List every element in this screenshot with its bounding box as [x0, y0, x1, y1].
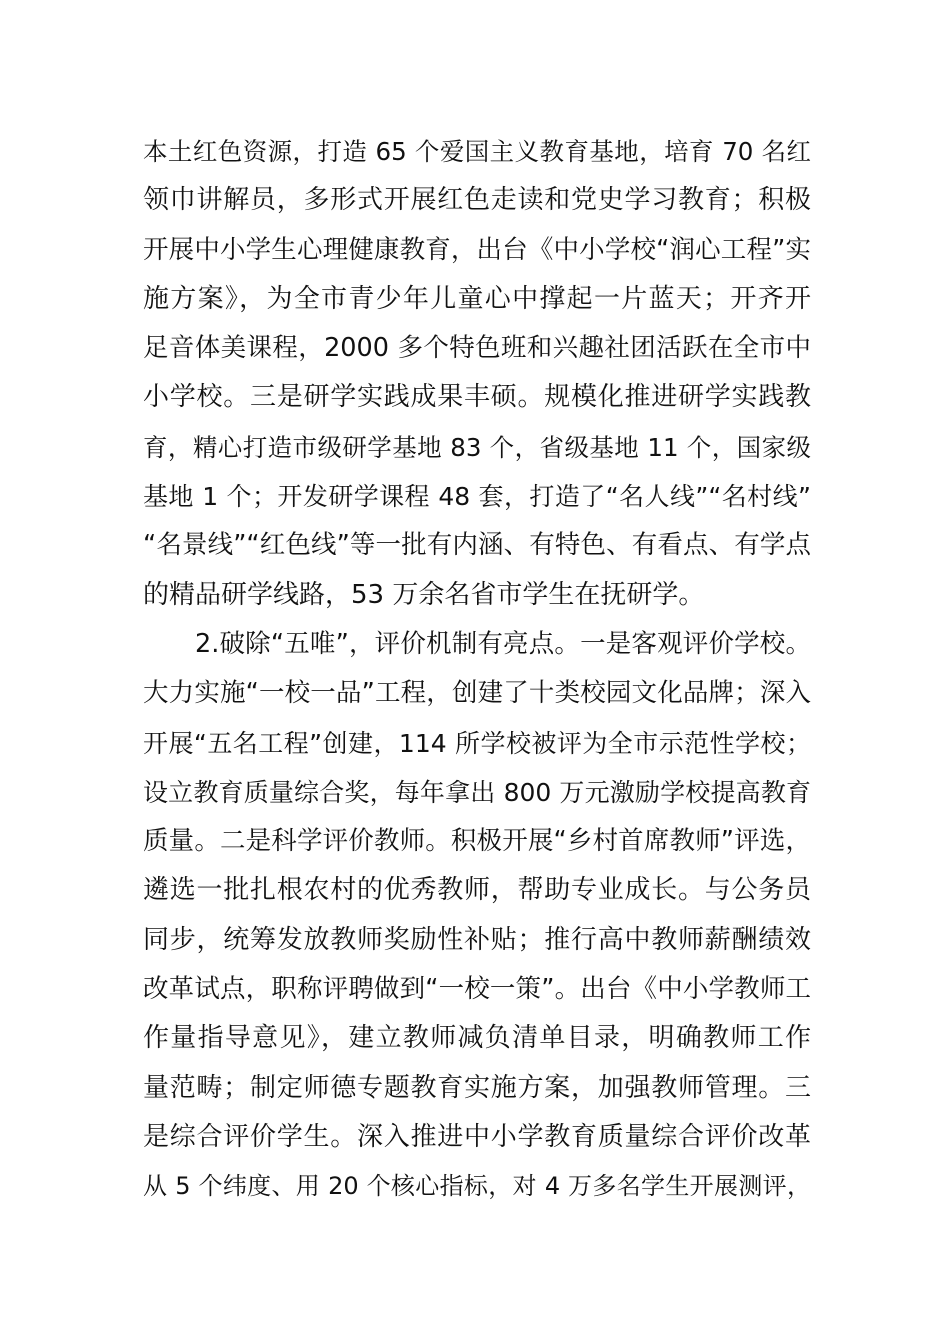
text-line: 量范畴；制定师德专题教育实施方案，加强教师管理。三	[143, 1072, 811, 1103]
text-line: 基地 1 个；开发研学课程 48 套，打造了“名人线”“名村线”	[143, 482, 811, 512]
text-line: 是综合评价学生。深入推进中小学教育质量综合评价改革	[143, 1121, 811, 1152]
text-line: 遴选一批扎根农村的优秀教师，帮助专业成长。与公务员	[143, 875, 811, 906]
text-line: 从 5 个纬度、用 20 个核心指标，对 4 万多名学生开展测评，	[143, 1172, 811, 1201]
text-line: 小学校。三是研学实践成果丰硕。规模化推进研学实践教	[143, 382, 811, 413]
body-text	[143, 127, 811, 1212]
text-line: 领巾讲解员，多形式开展红色走读和党史学习教育；积极	[143, 185, 811, 216]
text-line: 开展“五名工程”创建，114 所学校被评为全市示范性学校；	[143, 728, 811, 758]
text-line: 的精品研学线路，53 万余名省市学生在抚研学。	[143, 579, 705, 610]
text-line: 足音体美课程，2000 多个特色班和兴趣社团活跃在全市中	[143, 333, 811, 364]
text-line: 开展中小学生心理健康教育，出台《中小学校“润心工程”实	[143, 234, 811, 265]
text-line: 大力实施“一校一品”工程，创建了十类校园文化品牌；深入	[143, 678, 811, 709]
text-line: 2.破除“五唯”，评价机制有亮点。一是客观评价学校。	[195, 628, 811, 659]
text-line: “名景线”“红色线”等一批有内涵、有特色、有看点、有学点	[143, 530, 811, 561]
text-line: 作量指导意见》，建立教师减负清单目录，明确教师工作	[143, 1023, 811, 1054]
text-line: 施方案》，为全市青少年儿童心中撑起一片蓝天；开齐开	[143, 283, 811, 314]
text-line: 设立教育质量综合奖，每年拿出 800 万元激励学校提高教育	[143, 777, 811, 807]
text-line: 同步，统筹发放教师奖励性补贴；推行高中教师薪酬绩效	[143, 924, 811, 955]
text-line: 育，精心打造市级研学基地 83 个，省级基地 11 个，国家级	[143, 432, 811, 462]
text-line: 改革试点，职称评聘做到“一校一策”。出台《中小学教师工	[143, 974, 811, 1005]
text-line: 质量。二是科学评价教师。积极开展“乡村首席教师”评选，	[143, 826, 811, 857]
text-line: 本土红色资源，打造 65 个爱国主义教育基地，培育 70 名红	[143, 137, 811, 166]
